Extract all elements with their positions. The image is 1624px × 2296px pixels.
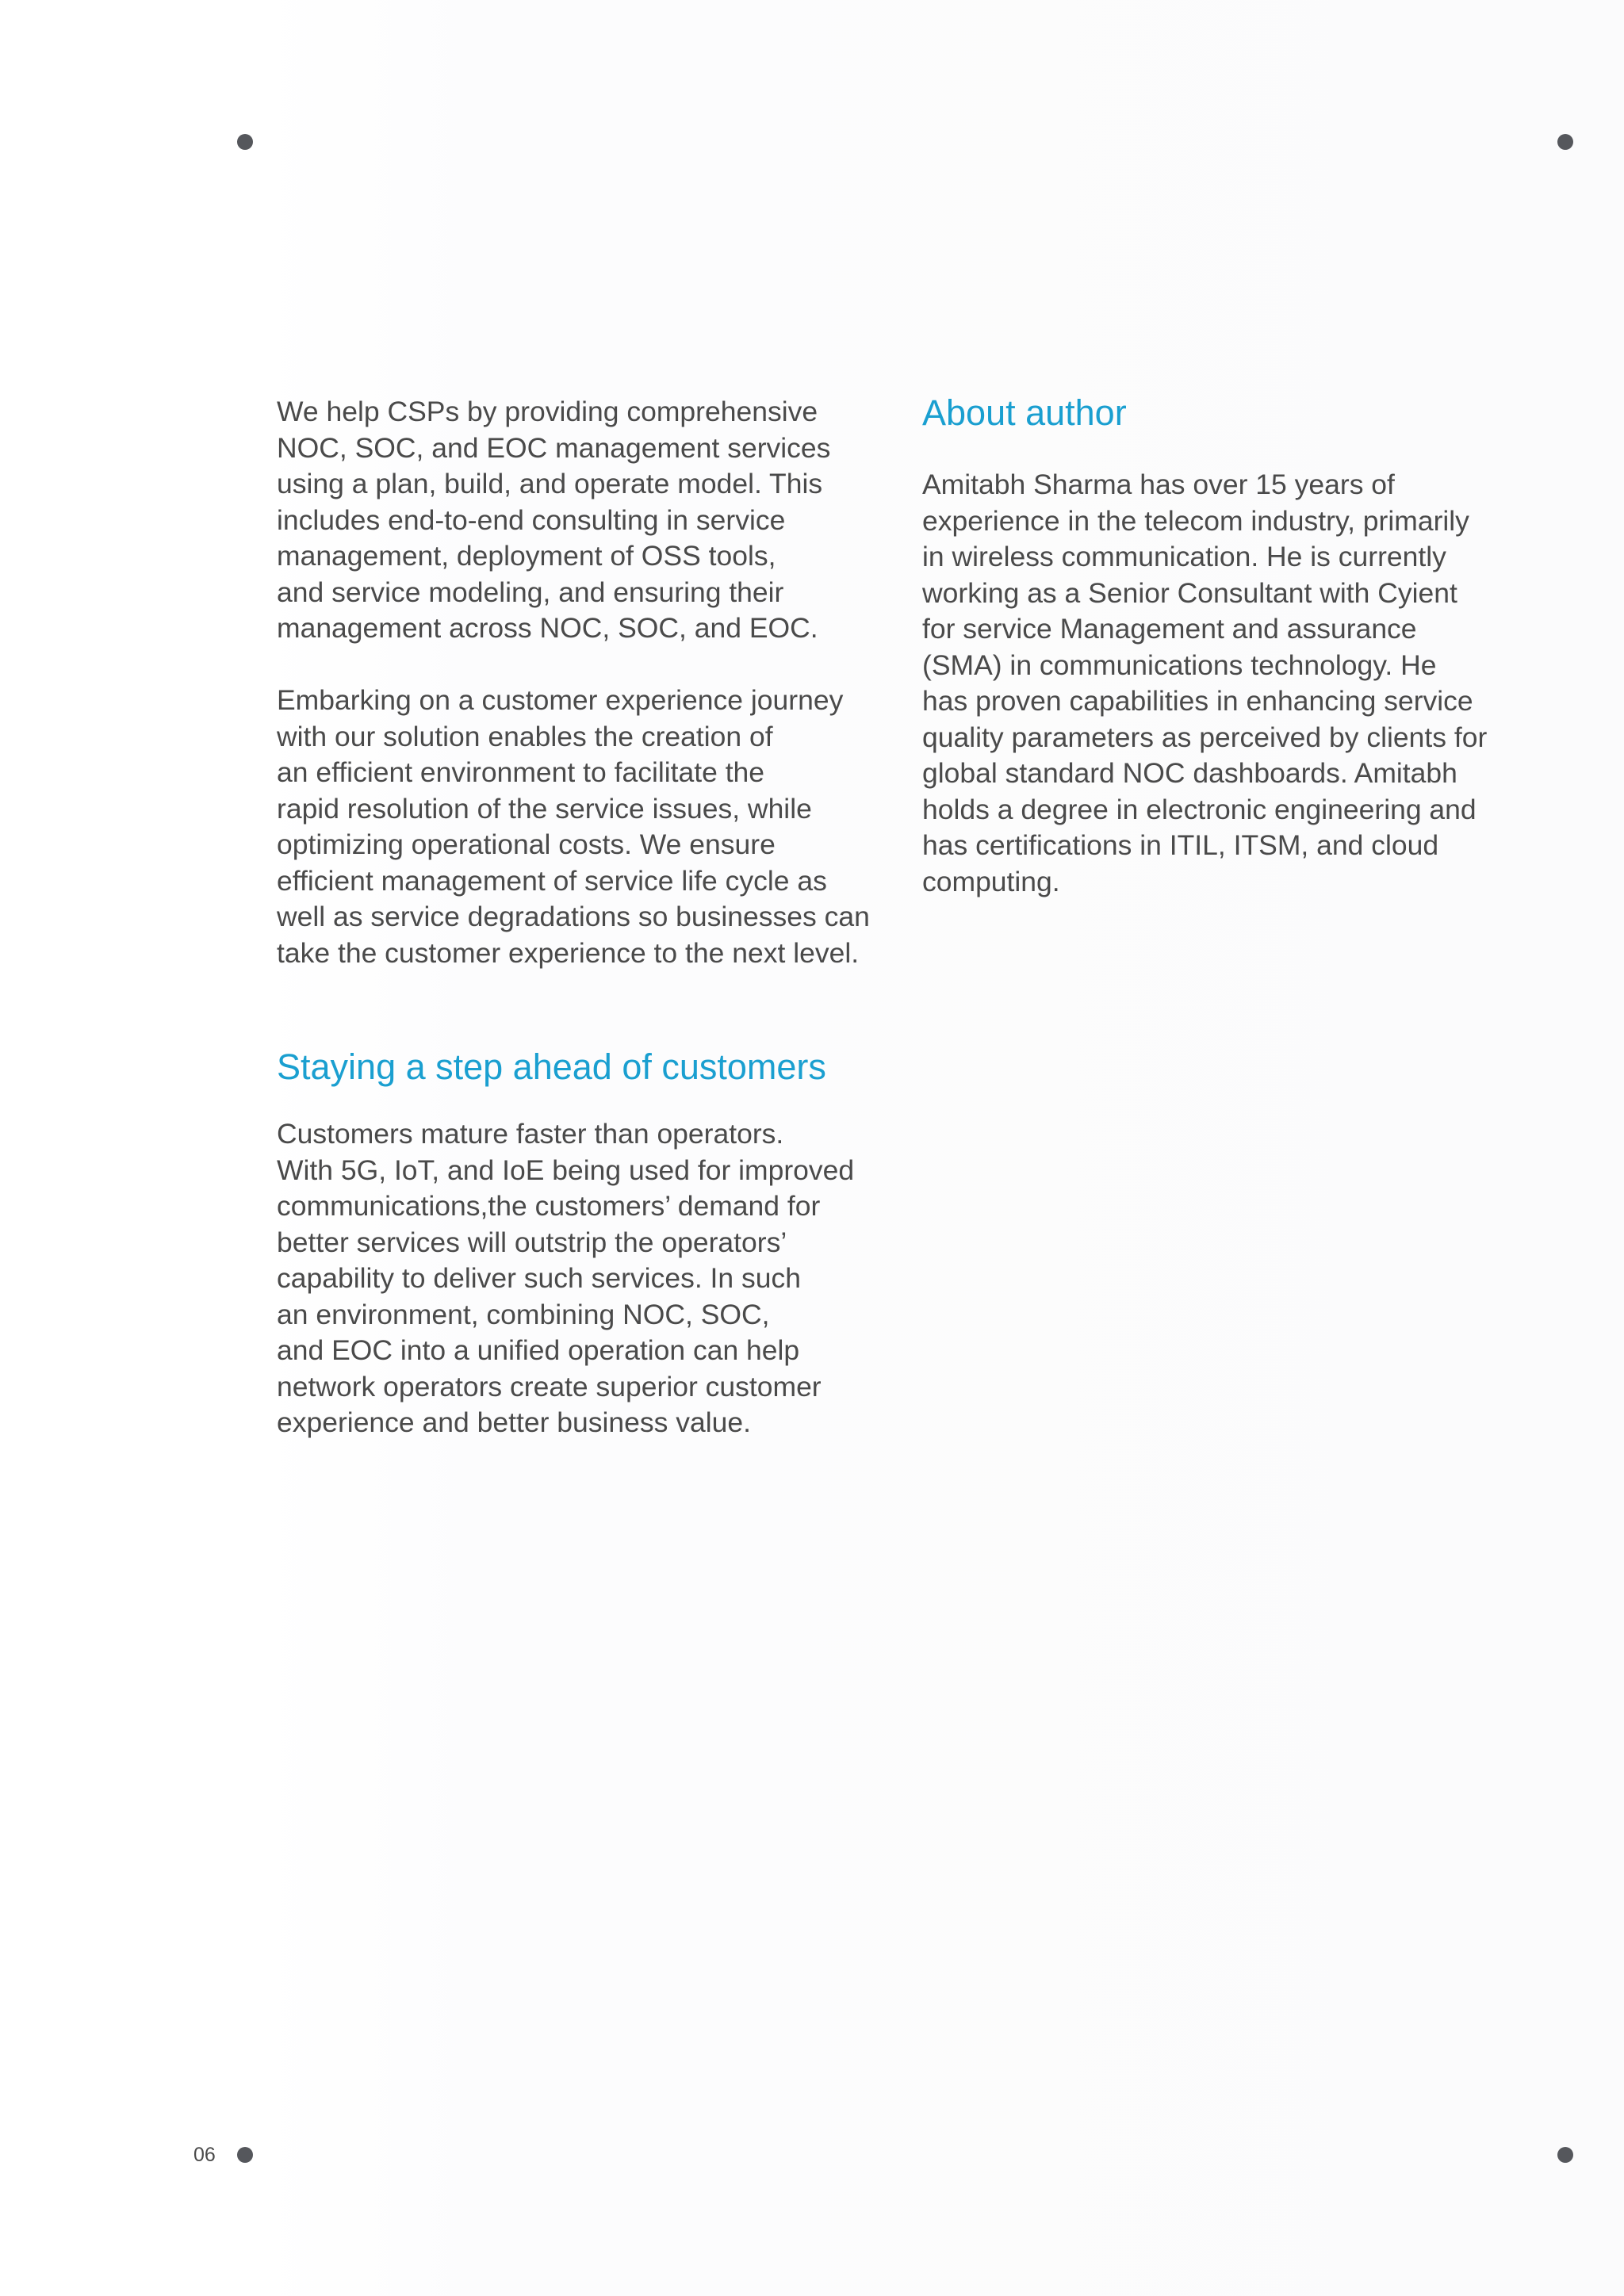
- author-bio-paragraph: Amitabh Sharma has over 15 years of experience in the telecom industry, primarily in wireless communication. He is currently working as a Senior Consultant with Cyient for service Management and assurance (SMA) in communications technology. He has proven capabilities in enhancing service quality parameters as perceived by clients for global standard NOC dashboards. Amitabh holds a degree in electronic engineering and has certifications in ITIL, ITSM, and cloud computing.: [922, 469, 1488, 897]
- section-heading-staying-ahead: Staying a step ahead of customers: [277, 1047, 826, 1087]
- staying-ahead-paragraph: Customers mature faster than operators. With 5G, IoT, and IoE being used for improved communications,the customers’ demand for better services will outstrip the operators’ capability to deliver such services. In such an environment, combining NOC, SOC, and EOC into a unified operation can help network operators create superior customer experience and better business value.: [277, 1118, 855, 1438]
- journey-paragraph: Embarking on a customer experience journey with our solution enables the creation of an efficient environment to facilitate the rapid resolution of the service issues, while optimizing operational costs. We ensure efficient management of service life cycle as well as service degradations so businesses can take the customer experience to the next level.: [277, 684, 870, 969]
- page-number: 06: [193, 2144, 216, 2166]
- section-heading-about-author: About author: [922, 392, 1127, 433]
- corner-dot-top-left: [237, 134, 253, 150]
- corner-dot-top-right: [1557, 134, 1573, 150]
- right-column: [922, 394, 1525, 900]
- intro-paragraph: We help CSPs by providing comprehensive NOC, SOC, and EOC management services using a plan, build, and operate model. This includes end-to-end consulting in service management, deployment of OSS tools, and service modeling, and ensuring their management across NOC, SOC, and EOC.: [277, 396, 831, 644]
- corner-dot-bottom-left: [237, 2147, 253, 2163]
- left-column: [277, 394, 879, 1441]
- corner-dot-bottom-right: [1557, 2147, 1573, 2163]
